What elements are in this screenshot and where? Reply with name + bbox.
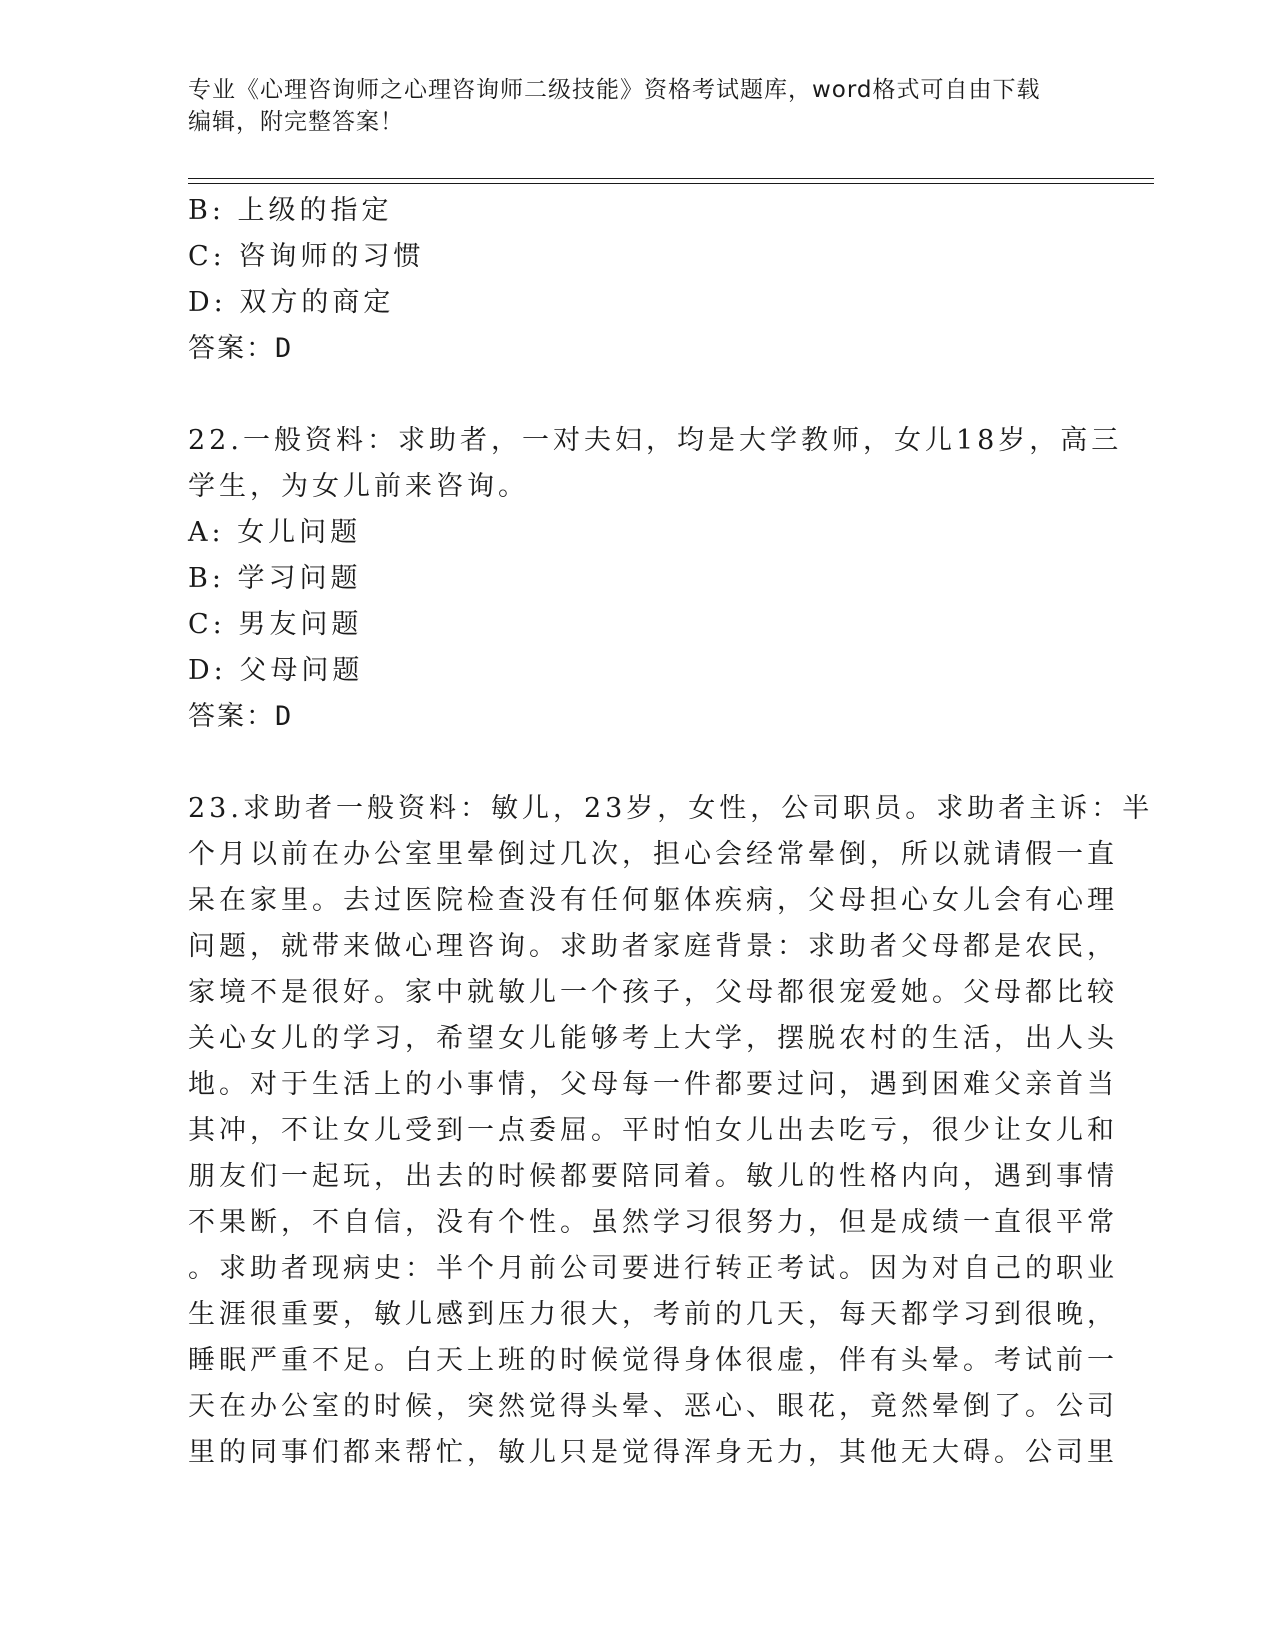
question-text-line: 地。对于生活上的小事情，父母每一件都要过问，遇到困难父亲首当 xyxy=(188,1069,1118,1100)
answer-value: D xyxy=(275,701,294,732)
question-text-line: 呆在家里。去过医院检查没有任何躯体疾病，父母担心女儿会有心理 xyxy=(188,885,1118,916)
question-text-line: 朋友们一起玩，出去的时候都要陪同着。敏儿的性格内向，遇到事情 xyxy=(188,1161,1118,1192)
option-d: D: 父母问题 xyxy=(188,655,364,686)
question-21 xyxy=(188,188,1078,372)
option-b: B: 上级的指定 xyxy=(188,195,393,226)
question-text-line: 家境不是很好。家中就敏儿一个孩子，父母都很宠爱她。父母都比较 xyxy=(188,977,1118,1008)
question-text-line: 。求助者现病史：半个月前公司要进行转正考试。因为对自己的职业 xyxy=(188,1253,1118,1284)
document-header xyxy=(188,74,1078,138)
answer-value: D xyxy=(275,333,294,364)
question-text-line: 其冲，不让女儿受到一点委屈。平时怕女儿出去吃亏，很少让女儿和 xyxy=(188,1115,1118,1146)
option-c: C: 男友问题 xyxy=(188,609,363,640)
option-d: D: 双方的商定 xyxy=(188,287,395,318)
header-line-2: 编辑，附完整答案！ xyxy=(188,109,404,135)
question-stem-line: 22.一般资料：求助者，一对夫妇，均是大学教师，女儿18岁，高三 xyxy=(188,425,1123,456)
document-body xyxy=(188,188,1154,1476)
question-text-line: 天在办公室的时候，突然觉得头晕、恶心、眼花，竟然晕倒了。公司 xyxy=(188,1391,1118,1422)
question-text-line: 个月以前在办公室里晕倒过几次，担心会经常晕倒，所以就请假一直 xyxy=(188,839,1118,870)
header-divider-bottom xyxy=(188,183,1154,184)
answer-line xyxy=(188,694,1078,740)
answer-label: 答案： xyxy=(188,701,275,732)
question-text-line: 23.求助者一般资料：敏儿，23岁，女性，公司职员。求助者主诉：半 xyxy=(188,793,1154,824)
answer-line xyxy=(188,326,1078,372)
question-23 xyxy=(188,786,1154,1476)
header-line-1: 专业《心理咨询师之心理咨询师二级技能》资格考试题库，word格式可自由下载 xyxy=(188,77,1041,103)
answer-label: 答案： xyxy=(188,333,275,364)
question-stem-line: 学生，为女儿前来咨询。 xyxy=(188,471,529,502)
question-spacer xyxy=(188,372,1078,418)
option-b: B: 学习问题 xyxy=(188,563,362,594)
header-divider-top xyxy=(188,178,1154,179)
option-a: A: 女儿问题 xyxy=(188,517,362,548)
question-spacer xyxy=(188,740,1078,786)
question-text-line: 里的同事们都来帮忙，敏儿只是觉得浑身无力，其他无大碍。公司里 xyxy=(188,1437,1118,1468)
question-text-line: 问题，就带来做心理咨询。求助者家庭背景：求助者父母都是农民， xyxy=(188,931,1118,962)
question-text-line: 睡眠严重不足。白天上班的时候觉得身体很虚，伴有头晕。考试前一 xyxy=(188,1345,1118,1376)
question-22 xyxy=(188,418,1123,740)
question-text-line: 生涯很重要，敏儿感到压力很大，考前的几天，每天都学习到很晚， xyxy=(188,1299,1118,1330)
question-text-line: 不果断，不自信，没有个性。虽然学习很努力，但是成绩一直很平常 xyxy=(188,1207,1118,1238)
question-text-line: 关心女儿的学习，希望女儿能够考上大学，摆脱农村的生活，出人头 xyxy=(188,1023,1118,1054)
option-c: C: 咨询师的习惯 xyxy=(188,241,425,272)
